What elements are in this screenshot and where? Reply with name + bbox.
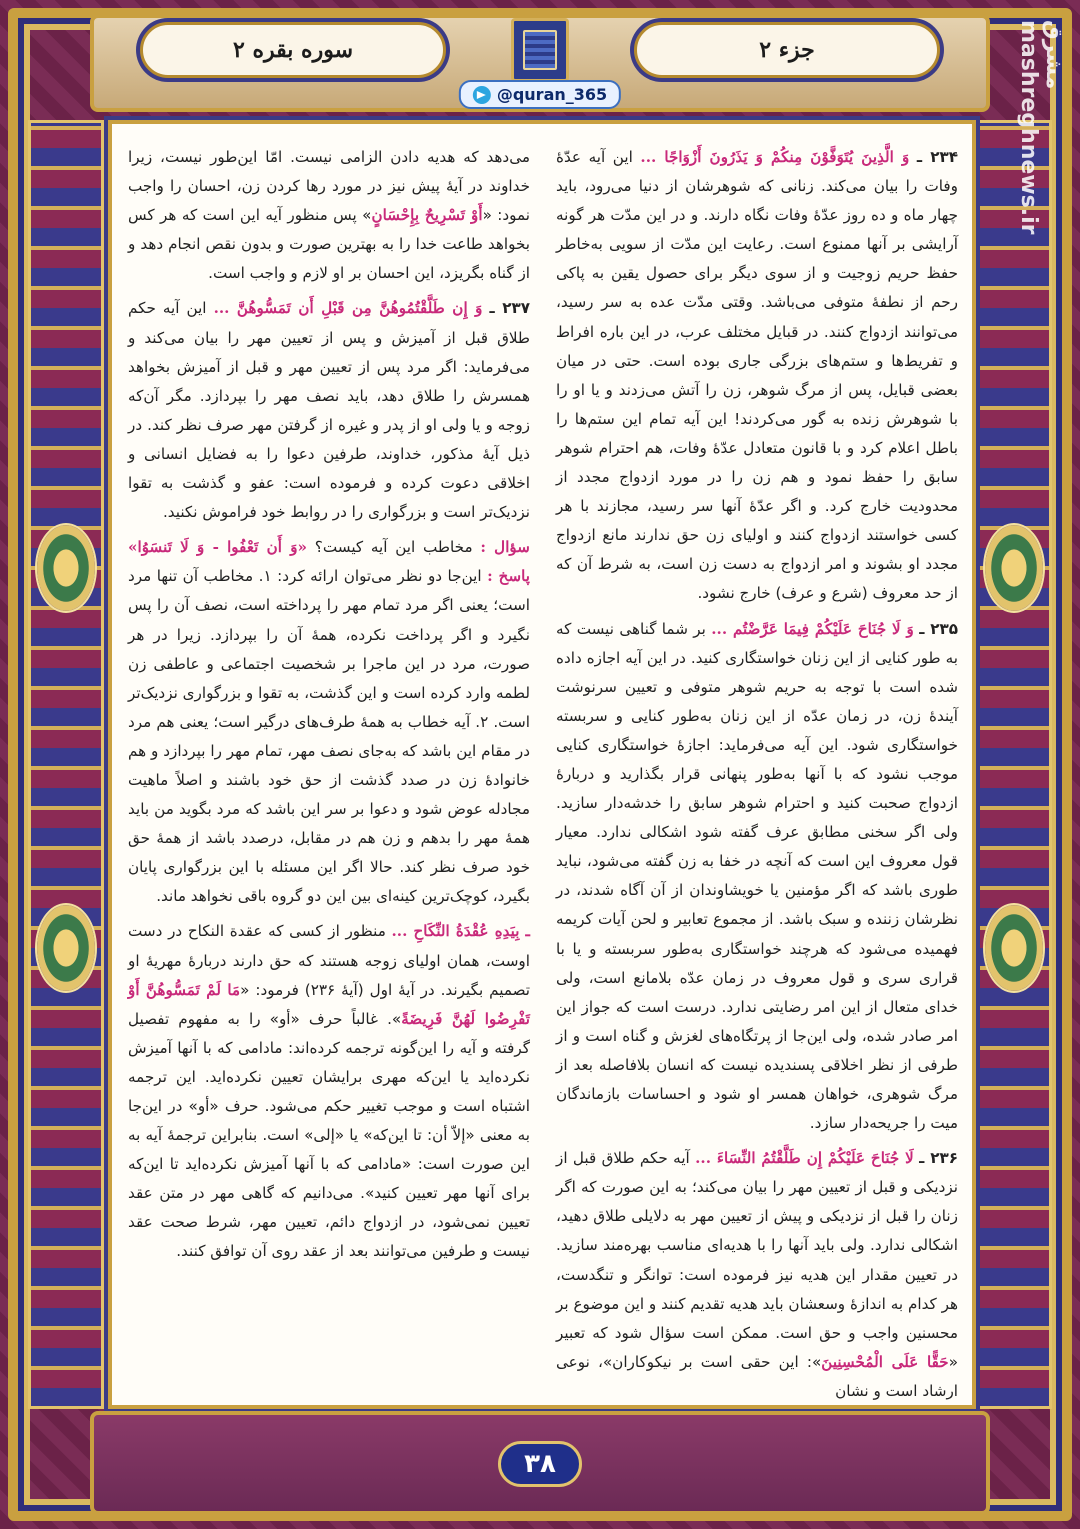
commentary-text: »: این حقی است بر نیکوکاران»، نوعی ارشاد است و نشان <box>556 1352 958 1400</box>
verse-number: ۲۳۵ ـ <box>919 619 959 638</box>
page-number: ۳۸ <box>498 1441 582 1487</box>
paragraph-237 <box>128 294 530 527</box>
verse-number: ۲۳۷ ـ <box>489 299 531 318</box>
left-column <box>128 143 530 1369</box>
commentary-text: » پس منظور آیه این است که هر کس بخواهد طاعت خدا را به بهترین صورت و بدون نقص انجام دهد و از گناه بگریزد، این احسان بر او لازم و واجب است. <box>128 206 530 283</box>
commentary-text: می‌دهد که هدیه دادن الزامی نیست. امّا این‌طور نیست، زیرا خداوند در آیهٔ پیش نیز در مورد رها کردن زن، احسان را واجب نمود: « <box>128 148 531 225</box>
question-text: مخاطب این آیه کیست؟ <box>314 538 473 557</box>
question-label: سؤال : <box>480 538 530 557</box>
verse-quote: «وَ أَن تَعْفُوا - وَ لَا تَنسَوُا» پاسخ : <box>128 538 531 586</box>
commentary-text: ». غالباً حرف «أو» را به مفهوم تفصیل گرفته و آیه را این‌گونه ترجمه کرده‌اند: مادامی که با آنها آمیزش نکرده‌اید یا این‌که مهری برایشان تعیین نکرده‌اید. این ترجمه اشتباه است و موجب تغییر حکم می‌شود. حرف «أو» در این‌جا به معنی «إلاّ أن: تا این‌که» یا «إلی» است. بنابراین ترجمهٔ آیه به این صورت است: «مادامی که با آنها آمیزش نکرده‌اید تا این‌که برای آنها مهر تعیین کنید». می‌دانیم که گاهی مهر در متن عقد تعیین نمی‌شود، در ازدواج دائم، تعیین مهر، شرط صحت عقد نیست و طرفین می‌توانند بعد از عقد روی آن توافق کنند. <box>128 1009 530 1261</box>
verse-quote: أَوْ تَسْرِيحٌ بِإِحْسَانٍ <box>371 206 483 225</box>
verse-quote: وَ الَّذِينَ يُتَوَفَّوْنَ مِنكُمْ وَ يَذَرُونَ أَزْوَاجًا ... <box>640 148 910 166</box>
verse-quote: حَقًّا عَلَى الْمُحْسِنِينَ <box>821 1352 949 1371</box>
left-medallion-top <box>35 523 97 613</box>
commentary-text: منظور از کسی که عقدة النکاح در دست اوست، همان اولیای زوجه هستند که حق دارند دربارهٔ مهریهٔ او تصمیم بگیرند. در آیهٔ اول (آیهٔ ۲۳۶) فرمود: « <box>128 922 530 999</box>
paragraph-235 <box>556 615 958 1139</box>
paragraph-234 <box>556 143 958 609</box>
answer-text: این‌جا دو نظر می‌توان ارائه کرد: ۱. مخاطب آن تنها مرد است؛ یعنی اگر مرد تمام مهر را پرداخته است، نصف آن را پس نگیرد و اگر پرداخت نکرده، همهٔ آن را بپردازد. زیرا در هر صورت، مرد در این ماجرا بر شخصیت اجتماعی و عاطفی زن لطمه وارد کرده است و این گذشت، به تقوا و بزرگواری نزدیک‌تر است. ۲. آیه خطاب به همهٔ طرف‌های درگیر است؛ یعنی هم مرد در مقام این باشد که به‌جای نصف مهر، تمام مهر را بپردازد و هم خانوادهٔ زن در صدد گذشت از حق خود باشند و اصلاً ماهیت مجادله عوض شود و دعوا بر سر این باشد که مرد بگوید من باید همهٔ مهر را بدهم و زن هم در مقابل، درصدد باشد از همهٔ حق خود صرف نظر کند. حالا اگر این مسئله با این بزرگواری پایان بگیرد، کوچک‌ترین کینه‌ای بین این دو گروه باقی نخواهد ماند. <box>128 567 531 906</box>
surah-label: سوره بقره ۲ <box>140 22 446 78</box>
left-ornament-band <box>28 120 104 1409</box>
telegram-icon <box>473 86 491 104</box>
verse-quote: ـ بِيَدِهِ عُقْدَةُ النِّكَاحِ ... <box>391 922 531 941</box>
verse-number: ۲۳۶ ـ <box>919 1149 959 1168</box>
right-column <box>556 143 959 1400</box>
channel-handle[interactable] <box>459 80 621 109</box>
verse-quote: وَ لَا جُنَاحَ عَلَيْكُمْ فِيمَا عَرَّضْتُم ... <box>711 619 914 638</box>
juz-label: جزء ۲ <box>634 22 940 78</box>
paragraph-nikah <box>128 917 530 1266</box>
question-paragraph <box>128 533 530 911</box>
verse-quote: مَا لَمْ تَمَسُّوهُنَّ أَوْ تَفْرِضُوا لَهُنَّ فَرِيضَةً <box>128 980 530 1028</box>
right-ornament-band <box>976 120 1052 1409</box>
verse-quote: وَ إِن طَلَّقْتُمُوهُنَّ مِن قَبْلِ أَن تَمَسُّوهُنَّ ... <box>213 299 483 318</box>
watermark: مشرق mashreghnews.ir <box>1016 20 1066 235</box>
commentary-text: این آیه عدّهٔ وفات را بیان می‌کند. زنانی که شوهرشان از دنیا می‌رود، باید چهار ماه و ده روز عدّهٔ وفات نگاه دارند. و در این مدّت هر گونه آرایشی بر آنها ممنوع است. رعایت این مدّت از سویی به‌خاطر حفظ حریم زوجیت و از سوی دیگر برای حصول یقین به پاکی رحم از نطفهٔ متوفی می‌باشد. وقتی مدّت عده به سر رسید، می‌توانند ازدواج کنند. در قبایل مختلف عرب، در این باره افراط و تفریط‌ها و ستم‌های بزرگی جاری بوده است. حتی در میان بعضی قبایل، پس از مرگ شوهر، زن را آتش می‌زدند و یا او را با شوهرش زنده به گور می‌کردند! این آیه تمام این ستم‌ها را باطل اعلام کرد و با قانون متعادل عدّهٔ وفات، هم احترام شوهر سابق را حفظ نمود و هم زن را در مورد ازدواج مجدد از محدودیت خارج کرد. و اگر عدّهٔ آنها سر رسید، مجازند با هر کسی خواستند ازدواج کنند و اولیای زن حق ندارند مانع ازدواج مجدد او بشوند و امر ازدواج به دست زن است، به شرط آن که از حد معروف (شرع و عرف) خارج نشود. <box>556 148 958 603</box>
commentary-text: این آیه حکم طلاق قبل از آمیزش و پس از تعیین مهر را بیان می‌کند و می‌فرماید: اگر مرد پس از تعیین مهر و قبل از آمیزش بخواهد همسرش را طلاق دهد، باید نصف مهر را بپردازد. مگر آن‌که زوجه و یا ولی او از پدر و غیره از گرفتن مهر صرف نظر کند. در ذیل آیهٔ مذکور، خداوند، طرفین دعوا را به فضایل انسانی و اخلاقی دعوت کرده و فرموده است: عفو و گذشت به تقوا نزدیک‌تر است و بزرگواری را در روابط خود فراموش نکنید. <box>128 299 530 522</box>
right-medallion-bottom <box>983 903 1045 993</box>
calligraphy-logo-icon <box>511 18 569 82</box>
commentary-text: آیه حکم طلاق قبل از نزدیکی و قبل از تعیین مهر را بیان می‌کند؛ به این صورت که اگر زنان را قبل از نزدیکی و پیش از تعیین مهر به دلایلی طلاق دهید، اشکالی ندارد. ولی باید آنها را با هدیه‌ای مناسب بهره‌مند سازید. در تعیین مقدار این هدیه نیز فرموده است: توانگر و تنگدست، هر کدام به اندازهٔ وسعشان باید هدیه تقدیم کنند و این موضوع بر محسنین واجب و حق است. ممکن است سؤال شود که تعبیر « <box>556 1149 958 1371</box>
right-medallion-top <box>983 523 1045 613</box>
commentary-text: بر شما گناهی نیست که به طور کنایی از این زنان خواستگاری کنید. در این آیه اجازه داده شده است با توجه به حریم شوهر متوفی و تعیین سرنوشت آیندهٔ زن، در زمان عدّه از این زنان به‌طور کنایی و سربسته خواستگاری شود. این آیه می‌فرماید: اجازهٔ خواستگاری کنایی موجب نشود که با آنها به‌طور پنهانی قرار بگذارید و دربارهٔ ازدواج صحبت کنید و احترام شوهر سابق را خدشه‌دار سازید. ولی اگر سخنی مطابق عرف گفته شود اشکالی ندارد. معیار قول معروف این است که آنچه در خفا به زن گفته می‌شود، نباید طوری باشد که اگر مؤمنین یا خویشاوندان از آن آگاه شدند، در نظرشان زننده و سبک باشد. از مجموع تعابیر و لحن آیات کریمه فهمیده می‌شود که هرچند خواستگاری به‌طور سربسته و یا با قراری سری و قول معروف در زمان عدّه بلامانع است، ولی خدای متعال از این امر رضایتی ندارد. درست است که جواز این امر صادر شده، ولی این‌جا از پرتگاه‌های لغزش و گناه است و از طرفی از نظر اخلاقی پسندیده نیست که انسان بلافاصله بعد از مرگ شوهری، خواهان همسر او شود و احساسات بازماندگان میت را جریحه‌دار سازد. <box>556 619 958 1133</box>
left-medallion-bottom <box>35 903 97 993</box>
verse-quote: لَا جُنَاحَ عَلَيْكُمْ إِن طَلَّقْتُمُ النِّسَاءَ ... <box>695 1149 914 1168</box>
text-columns <box>128 143 959 1400</box>
verse-number: ۲۳۴ ـ <box>916 148 958 166</box>
channel-handle-text: @quran_365 <box>496 85 608 104</box>
paragraph-continuation <box>128 143 530 288</box>
paragraph-236 <box>556 1144 958 1406</box>
